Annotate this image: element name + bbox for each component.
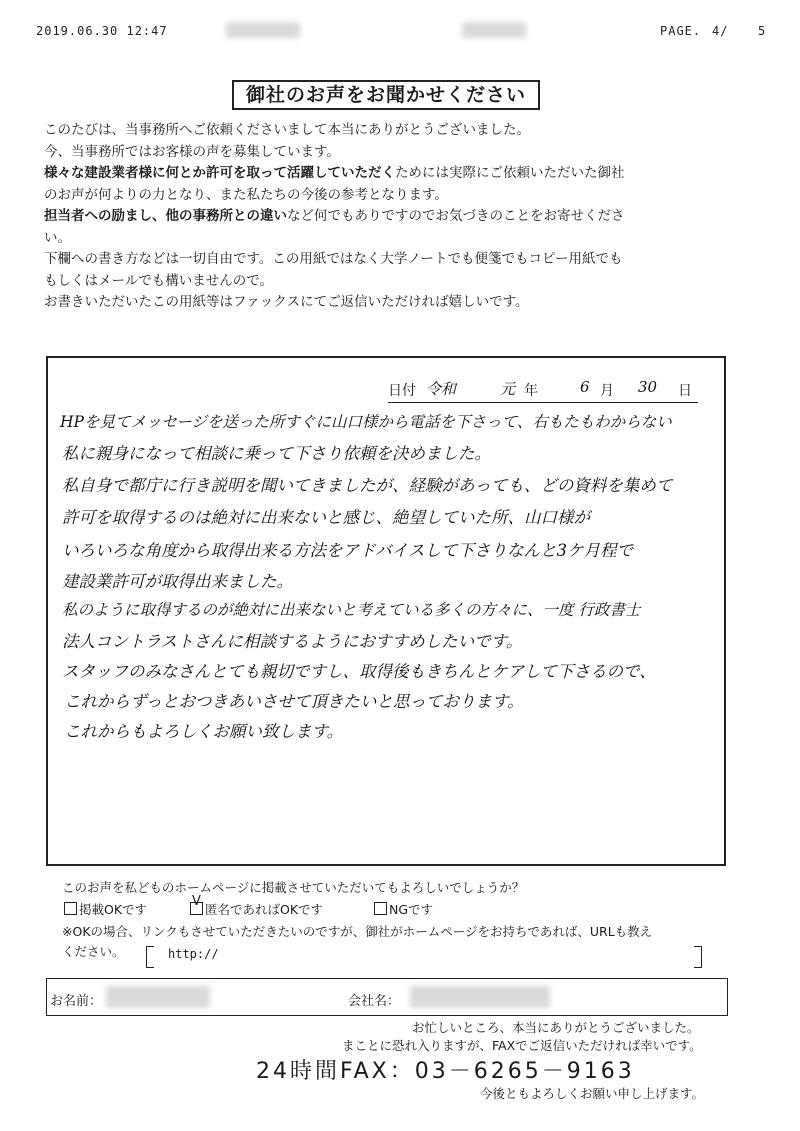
url-field[interactable] (146, 946, 702, 966)
option-ng[interactable] (374, 900, 433, 918)
redacted-header-1 (226, 22, 300, 38)
handwritten-line: 許可を取得するのは絶対に出来ないと感じ、絶望していた所、山口様が (62, 508, 590, 527)
check-mark-icon: V (192, 894, 201, 909)
handwritten-line: 私自身で都庁に行き説明を聞いてきましたが、経験があっても、どの資料を集めて (62, 476, 673, 495)
intro-line: お書きいただいたこの用紙等はファックスにてご返信いただければ嬉しいです。 (44, 294, 529, 310)
handwritten-line: 私に親身になって相談に乗って下さり依頼を決めました。 (62, 444, 491, 463)
option-label: 匿名であればOKです (205, 902, 324, 917)
intro-bold: 担当者への励まし、他の事務所との違い (44, 208, 287, 224)
date-day-unit: 日 (678, 383, 692, 399)
date-year: 元 (500, 380, 516, 398)
timestamp: 2019.06.30 12:47 (36, 24, 168, 38)
closing-line: 今後ともよろしくお願い申し上げます。 (480, 1086, 705, 1101)
option-label: NGです (389, 902, 434, 917)
handwritten-line: HPを見てメッセージを送った所すぐに山口様から電話を下さって、右もたもわからない (60, 413, 672, 431)
intro-line: このたびは、当事務所へご依頼くださいまして本当にありがとうございました。 (44, 122, 530, 138)
bracket-right (694, 946, 702, 968)
handwritten-line: いろいろな角度から取得出来る方法をアドバイスして下さりなんと3ケ月程で (62, 541, 634, 560)
handwritten-line: スタッフのみなさんとても親切ですし、取得後もきちんとケアして下さるので、 (62, 662, 656, 681)
handwritten-line: 法人コントラストさんに相談するようにおすすめしたいです。 (62, 632, 523, 651)
intro-line (44, 206, 764, 228)
intro-rest: ためには実際にご依頼いただいた御社 (395, 165, 625, 181)
checkbox[interactable] (374, 902, 387, 915)
intro-line: 下欄への書き方などは一切自由です。この用紙ではなく大学ノートでも便箋でもコピー用紙でも (44, 251, 623, 267)
intro-line: もしくはメールでも構いませんので。 (44, 272, 273, 289)
page-title: 御社のお声をお聞かせください (232, 80, 540, 110)
handwritten-line: 建設業許可が取得出来ました。 (62, 572, 293, 591)
date-row (388, 378, 698, 403)
thanks-line: お忙しいところ、本当にありがとうございました。 (412, 1020, 700, 1035)
page-total: 5 (758, 24, 767, 38)
date-era: 令和 (426, 380, 457, 398)
intro-bold: 様々な建設業者様に何とか許可を取って活躍していただく (44, 165, 395, 181)
intro-line: 今、当事務所ではお客様の声を募集しています。 (44, 143, 340, 160)
redacted-header-2 (462, 22, 526, 38)
redacted-company (410, 986, 550, 1008)
name-label: お名前： (50, 994, 103, 1009)
date-month: 6 (580, 378, 590, 396)
handwritten-line: これからもよろしくお願い致します。 (64, 722, 344, 741)
handwritten-line: 私のように取得するのが絶対に出来ないと考えている多くの方々に、一度 行政書士 (62, 601, 641, 619)
page-number: 4/ (712, 24, 729, 38)
date-day: 30 (638, 378, 658, 396)
intro-line (44, 163, 764, 185)
option-label: 掲載OKです (79, 902, 148, 917)
page-label: PAGE. (660, 24, 702, 38)
intro-rest: など何でもありですのでお気づきのことをお寄せくださ (287, 208, 625, 224)
fax-request-line: まことに恐れ入りますが、FAXでご返信いただければ幸いです。 (342, 1038, 702, 1053)
date-month-unit: 月 (600, 383, 614, 399)
note-line: ください。 (62, 944, 125, 959)
option-anonymous-ok[interactable] (190, 894, 324, 918)
intro-line: のお声が何よりの力となり、また私たちの今後の参考となります。 (44, 186, 448, 203)
handwritten-line: これからずっとおつきあいさせて頂きたいと思っております。 (64, 692, 524, 711)
fax-number: 24時間FAX：03－6265－9163 (256, 1059, 635, 1084)
company-label: 会社名： (348, 994, 401, 1009)
note-line: ※OKの場合、リンクもさせていただきたいのですが、御社がホームページをお持ちであれば、URLも教え (62, 924, 653, 939)
checkbox-checked[interactable] (190, 894, 203, 915)
publish-question: このお声を私どものホームページに掲載させていただいてもよろしいでしょうか？ (62, 880, 525, 895)
intro-text (44, 120, 764, 314)
redacted-name (106, 986, 210, 1008)
url-label: http:// (168, 947, 219, 961)
checkbox[interactable] (64, 902, 77, 915)
intro-line: い。 (44, 229, 71, 246)
option-publish-ok[interactable] (64, 900, 147, 918)
bracket-left (146, 946, 154, 968)
date-label: 日付 (388, 383, 416, 399)
date-year-unit: 年 (524, 383, 538, 399)
